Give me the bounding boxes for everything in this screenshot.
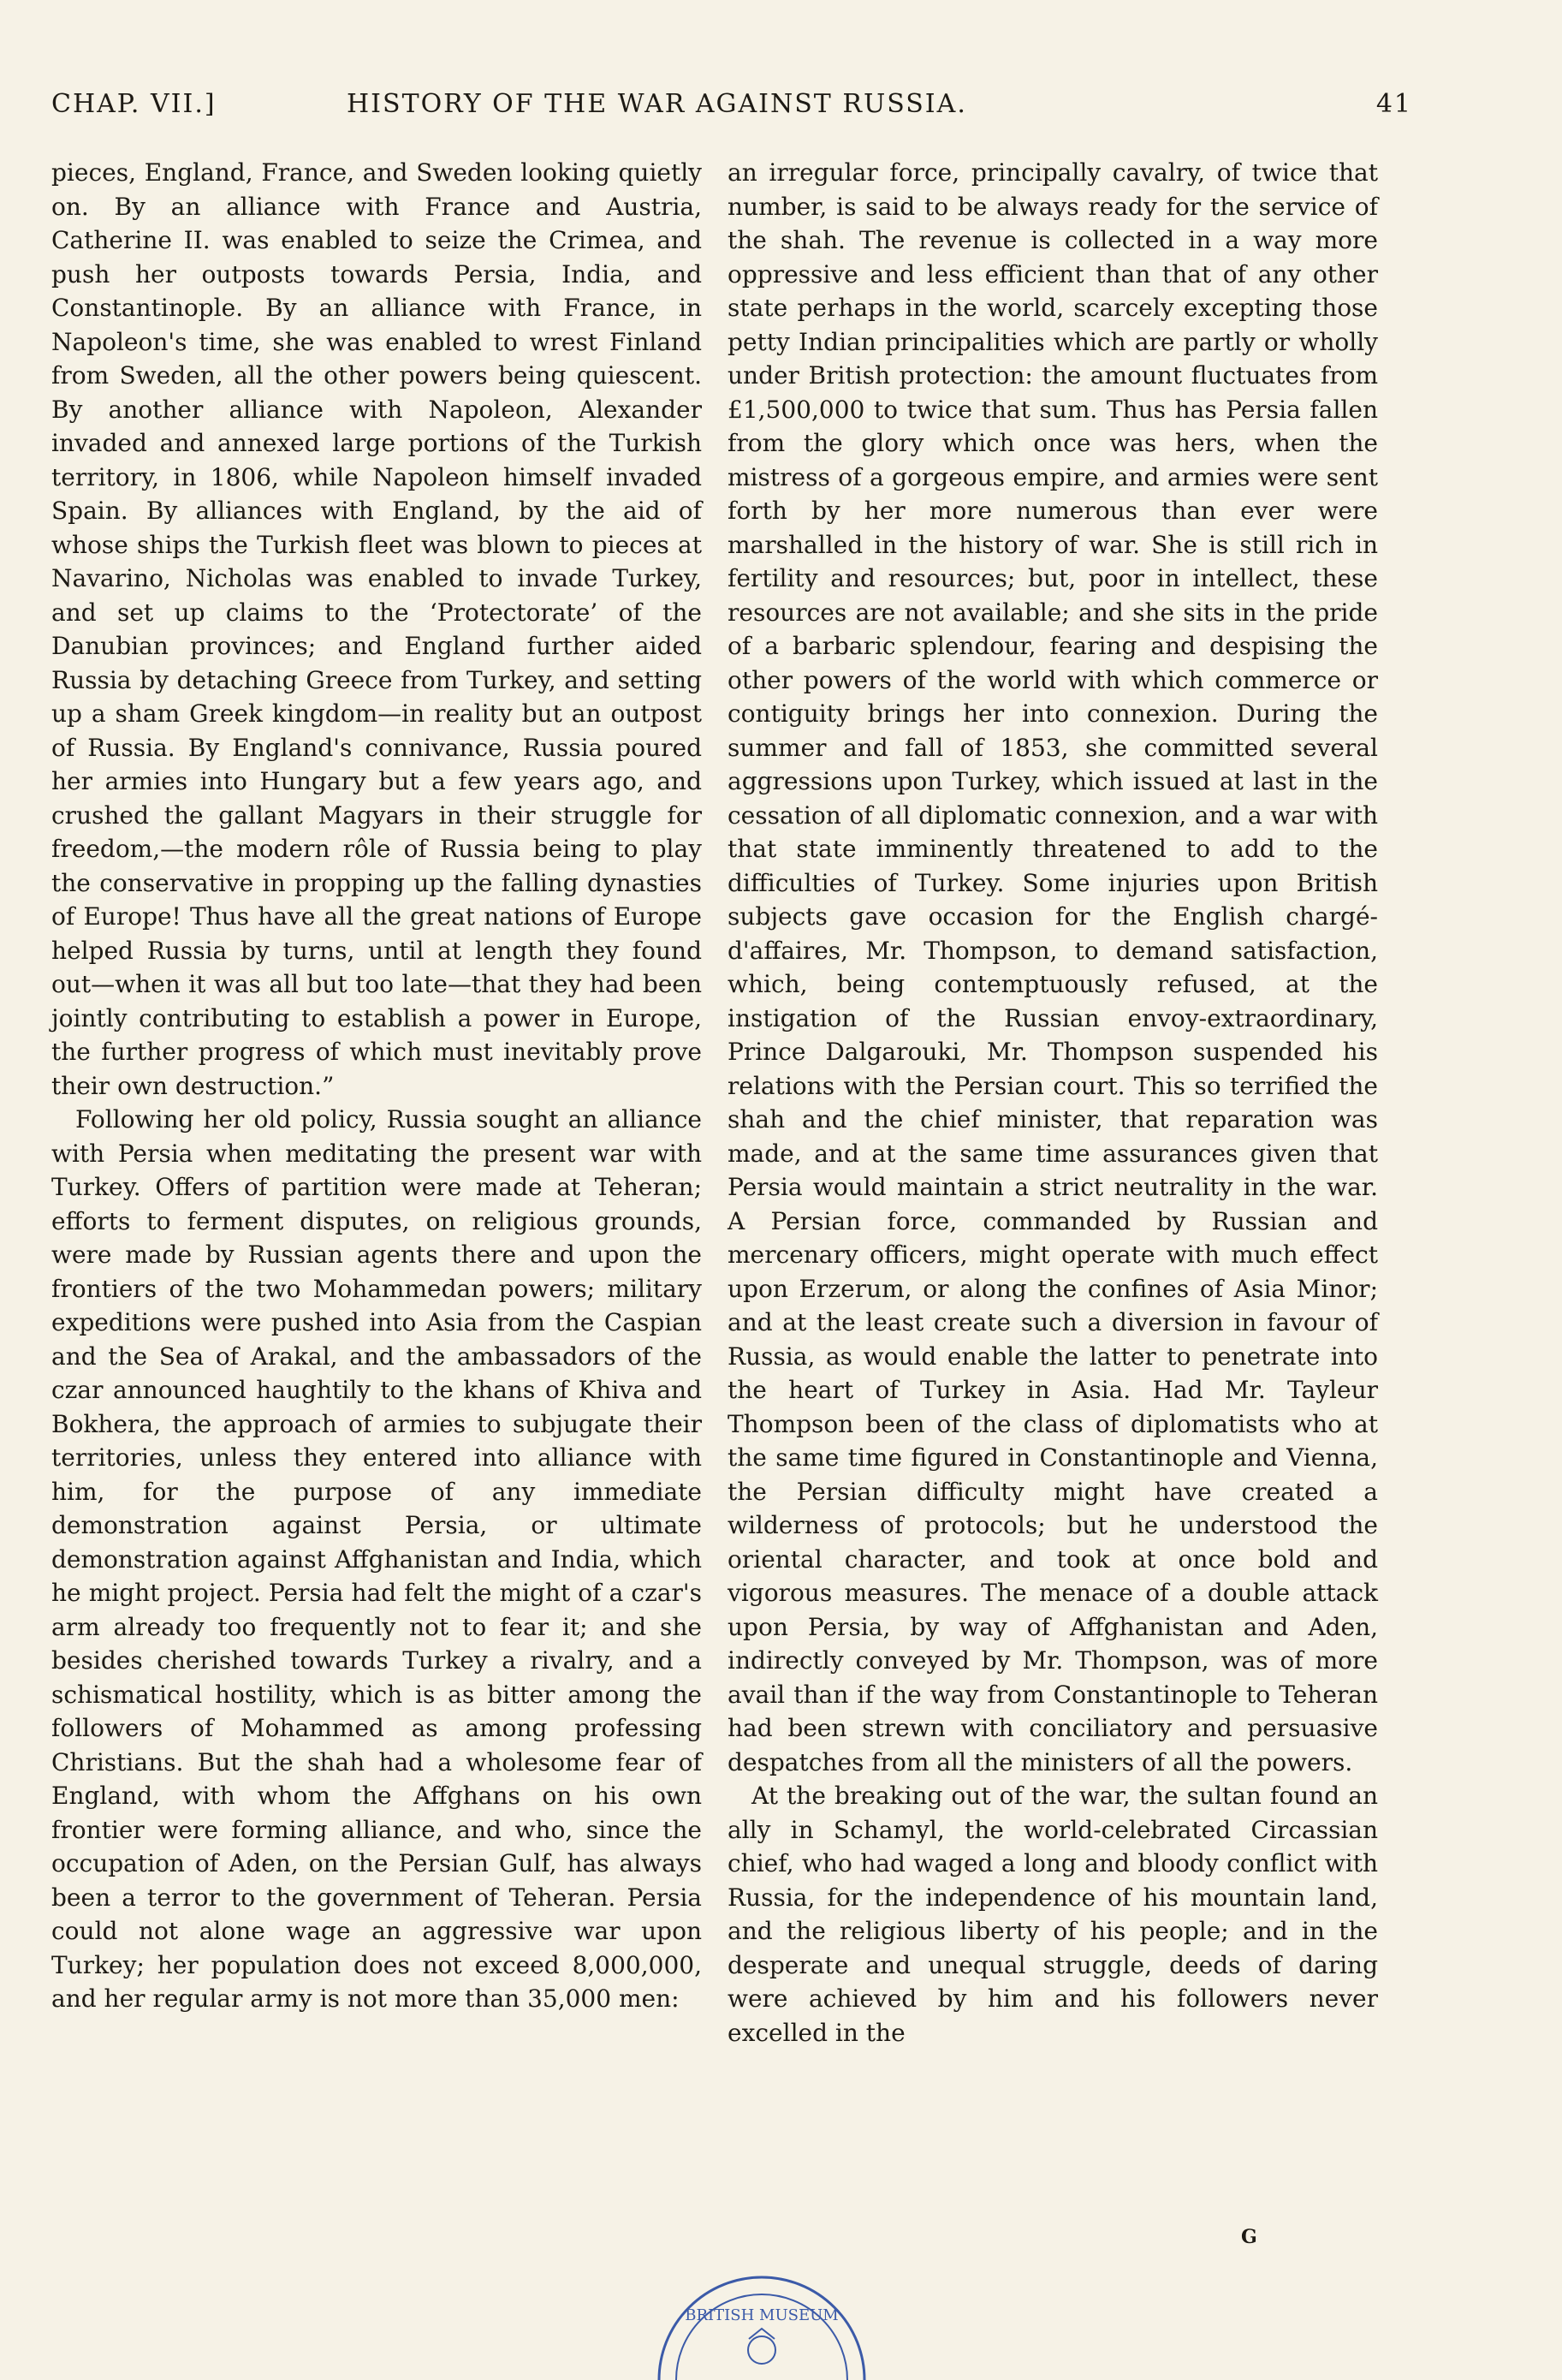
paragraph: an irregular force, principally cavalry, of twice that number, is said to be always ready for the service of the shah. The revenue is collected in a way more oppressive and less efficient than that of any other state perhaps in the world, scarcely excepting those petty Indian principalities which are partly or wholly under British protection: the amount fluctuates from £1,500,000 to twice that sum. Thus has Persia fallen from the glory which once was hers, when the mistress of a gorgeous empire, and armies were sent forth by her more numerous than ever were marshalled in the history of war. She is still rich in fertility and resources; but, poor in intellect, these resources are not available; and she sits in the pride of a barbaric splendour, fearing and despising the other powers of the world with which commerce or contiguity brings her into connexion. During the summer and fall of 1853, she committed several aggressions upon Turkey, which issued at last in the cessation of all diplomatic connexion, and a war with that state imminently threatened to add to the difficulties of Turkey. Some injuries upon British subjects gave occasion for the English chargé-d'affaires, Mr. Thompson, to demand satisfaction, which, being contemptuously refused, at the instigation of the Russian envoy-extraordinary, Prince Dalgarouki, Mr. Thompson suspended his relations with the Persian court. This so terrified the shah and the chief minister, that reparation was made, and at the same time assurances given that Persia would maintain a strict neutrality in the war. A Persian force, commanded by Russian and mercenary officers, might operate with much effect upon Erzerum, or along the confines of Asia Minor; and at the least create such a diversion in favour of Russia, as would enable the latter to penetrate into the heart of Turkey in Asia. Had Mr. Tayleur Thompson been of the class of diplomatists who at the same time figured in Constantinople and Vienna, the Persian difficulty might have created a wilderness of protocols; but he understood the oriental character, and took at once bold and vigorous measures. The menace of a double attack upon Persia, by way of Affghanistan and Aden, indirectly conveyed by Mr. Thompson, was of more avail than if the way from Constantinople to Teheran had been strewn with conciliatory and persuasive despatches from all the ministers of all the powers. — [728, 158, 1378, 1776]
chapter-label: CHAP. VII.] — [51, 89, 217, 119]
paragraph: Following her old policy, Russia sought an alliance with Persia when meditating the present war with Turkey. Offers of partition were made at Teheran; efforts to ferment disputes, on religious grounds, were made by Russian agents there and upon the frontiers of the two Mohammedan powers; military expeditions were pushed into Asia from the Caspian and the Sea of Arakal, and the ambassadors of the czar announced haughtily to the khans of Khiva and Bokhera, the approach of armies to subjugate their territories, unless they entered into alliance with him, for the purpose of any immediate demonstration against Persia, or ultimate demonstration against Affghanistan and India, which he might project. Persia had felt the might of a czar's arm already too frequently not to fear it; and she besides cherished towards Turkey a rivalry, and a schismatical hostility, which is as bitter among the followers of Mohammed as among professing Christians. But the shah had a wholesome fear of England, with whom the Affghans on his own frontier were forming alliance, and who, since the occupation of Aden, on the Persian Gulf, has always been a terror to the government of Teheran. Persia could not alone wage an aggressive war upon Turkey; her population does not exceed 8,000,000, and her regular army is not more than 35,000 men: — [51, 1105, 702, 2013]
right-column — [728, 156, 1378, 2050]
running-header — [51, 89, 1412, 132]
signature-mark: G — [1241, 2226, 1257, 2248]
paragraph: pieces, England, France, and Sweden looking quietly on. By an alliance with France and Austria, Catherine II. was enabled to seize the Crimea, and push her outposts towards Persia, India, and Constantinople. By an alliance with France, in Napoleon's time, she was enabled to wrest Finland from Sweden, all the other powers being quiescent. By another alliance with Napoleon, Alexander invaded and annexed large portions of the Turkish territory, in 1806, while Napoleon himself invaded Spain. By alliances with England, by the aid of whose ships the Turkish fleet was blown to pieces at Navarino, Nicholas was enabled to invade Turkey, and set up claims to the ‘Protectorate’ of the Danubian provinces; and England further aided Russia by detaching Greece from Turkey, and setting up a sham Greek kingdom—in reality but an outpost of Russia. By England's connivance, Russia poured her armies into Hungary but a few years ago, and crushed the gallant Magyars in their struggle for freedom,—the modern rôle of Russia being to play the conservative in propping up the falling dynasties of Europe! Thus have all the great nations of Europe helped Russia by turns, until at length they found out—when it was all but too late—that they had been jointly contributing to establish a power in Europe, the further progress of which must inevitably prove their own destruction.” — [51, 158, 702, 1100]
paragraph: At the breaking out of the war, the sultan found an ally in Schamyl, the world-celebrated Circassian chief, who had waged a long and bloody conflict with Russia, for the independence of his mountain land, and the religious liberty of his people; and in the desperate and unequal struggle, deeds of daring were achieved by him and his followers never excelled in the — [728, 1782, 1378, 2047]
stamp-text: BRITISH MUSEUM — [685, 2306, 839, 2324]
column-divider — [715, 156, 716, 2219]
page-number: 41 — [1375, 89, 1412, 119]
library-stamp-icon — [633, 2243, 890, 2380]
left-column — [51, 156, 702, 2016]
running-title: HISTORY OF THE WAR AGAINST RUSSIA. — [347, 89, 967, 119]
